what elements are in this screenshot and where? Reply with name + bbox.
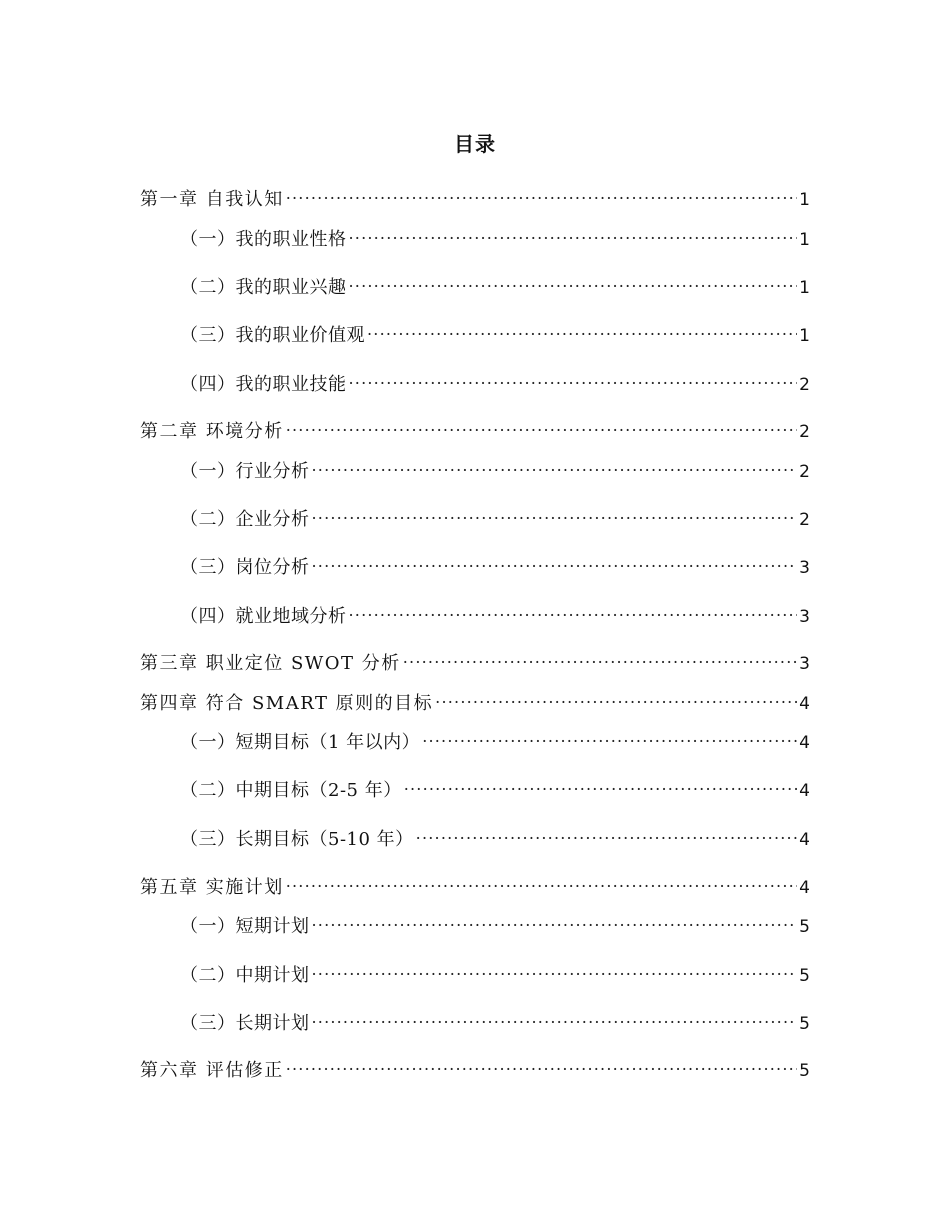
- toc-entry-label: （二）中期计划: [180, 965, 310, 986]
- dot-leader: [416, 817, 798, 845]
- toc-entry-section[interactable]: [180, 265, 810, 298]
- toc-entry-page: 2: [799, 375, 810, 395]
- toc-entry-label: （四）就业地域分析: [180, 606, 347, 627]
- dot-leader: [404, 768, 797, 796]
- toc-entry-page: 4: [799, 733, 810, 753]
- toc-entry-chapter-6[interactable]: [140, 1048, 810, 1081]
- toc-entry-page: 4: [799, 830, 810, 850]
- dot-leader: [286, 1048, 797, 1076]
- toc-entry-section[interactable]: [180, 904, 810, 937]
- toc-entry-label: 第三章 职业定位 SWOT 分析: [140, 653, 401, 674]
- toc-entry-section[interactable]: [180, 313, 810, 346]
- toc-entry-section[interactable]: [180, 594, 810, 627]
- dot-leader: [349, 265, 798, 293]
- toc-entry-label: （二）企业分析: [180, 509, 310, 530]
- toc-entry-section[interactable]: [180, 953, 810, 986]
- toc-entry-page: 3: [799, 558, 810, 578]
- toc-entry-chapter-2[interactable]: [140, 409, 810, 442]
- toc-entry-section[interactable]: [180, 545, 810, 578]
- toc-entry-page: 3: [799, 654, 810, 674]
- dot-leader: [312, 545, 798, 573]
- toc-entry-chapter-1[interactable]: [140, 177, 810, 210]
- toc-entry-page: 4: [799, 878, 810, 898]
- toc-entry-label: （一）短期目标（1 年以内）: [180, 732, 421, 753]
- toc-entry-page: 2: [799, 422, 810, 442]
- toc-entry-section[interactable]: [180, 449, 810, 482]
- toc-entry-page: 5: [799, 966, 810, 986]
- toc-entry-label: （三）我的职业价值观: [180, 325, 365, 346]
- toc-entry-label: （三）长期计划: [180, 1013, 310, 1034]
- dot-leader: [422, 720, 797, 748]
- toc-entry-section[interactable]: [180, 768, 810, 801]
- dot-leader: [367, 313, 797, 341]
- toc-entry-page: 1: [799, 190, 810, 210]
- toc-title: 目录: [454, 132, 496, 156]
- dot-leader: [403, 641, 797, 669]
- toc-entry-label: （一）行业分析: [180, 461, 310, 482]
- dot-leader: [349, 594, 798, 622]
- toc-entry-page: 4: [799, 694, 810, 714]
- dot-leader: [349, 217, 798, 245]
- toc-entry-page: 5: [799, 1061, 810, 1081]
- toc-entry-section[interactable]: [180, 720, 810, 753]
- toc-entry-label: 第一章 自我认知: [140, 189, 284, 210]
- dot-leader: [312, 497, 798, 525]
- toc-entry-page: 3: [799, 607, 810, 627]
- dot-leader: [286, 409, 797, 437]
- toc-entry-label: （一）我的职业性格: [180, 229, 347, 250]
- toc-entry-label: （二）中期目标（2-5 年）: [180, 780, 402, 801]
- toc-entry-label: 第四章 符合 SMART 原则的目标: [140, 693, 434, 714]
- toc-entry-page: 4: [799, 781, 810, 801]
- toc-entry-chapter-5[interactable]: [140, 865, 810, 898]
- dot-leader: [286, 177, 797, 205]
- dot-leader: [312, 449, 798, 477]
- toc-entry-page: 5: [799, 1014, 810, 1034]
- toc-entry-label: 第六章 评估修正: [140, 1060, 284, 1081]
- toc-entry-label: 第二章 环境分析: [140, 421, 284, 442]
- toc-entry-section[interactable]: [180, 362, 810, 395]
- dot-leader: [312, 1001, 798, 1029]
- toc-entry-chapter-4[interactable]: [140, 681, 810, 714]
- dot-leader: [435, 681, 797, 709]
- toc-entry-label: 第五章 实施计划: [140, 877, 284, 898]
- toc-entry-label: （一）短期计划: [180, 916, 310, 937]
- toc-entry-section[interactable]: [180, 497, 810, 530]
- dot-leader: [286, 865, 797, 893]
- dot-leader: [312, 953, 798, 981]
- toc-entry-label: （二）我的职业兴趣: [180, 277, 347, 298]
- toc-entry-page: 2: [799, 462, 810, 482]
- toc-entry-page: 5: [799, 917, 810, 937]
- toc-entry-label: （三）长期目标（5-10 年）: [180, 829, 414, 850]
- toc-entry-page: 1: [799, 326, 810, 346]
- toc-entry-section[interactable]: [180, 217, 810, 250]
- toc-entry-label: （三）岗位分析: [180, 557, 310, 578]
- dot-leader: [312, 904, 798, 932]
- toc-entry-page: 2: [799, 510, 810, 530]
- toc-entry-section[interactable]: [180, 1001, 810, 1034]
- toc-entry-chapter-3[interactable]: [140, 641, 810, 674]
- toc-entry-page: 1: [799, 278, 810, 298]
- toc-entry-page: 1: [799, 230, 810, 250]
- toc-entry-label: （四）我的职业技能: [180, 374, 347, 395]
- dot-leader: [349, 362, 798, 390]
- toc-entry-section[interactable]: [180, 817, 810, 850]
